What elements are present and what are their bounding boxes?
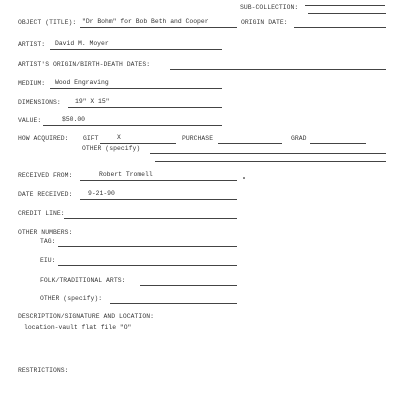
tag-line: [58, 246, 237, 247]
other-specify-line-1: [150, 153, 386, 154]
value-line: [43, 125, 222, 126]
object-title-label: OBJECT (TITLE):: [18, 19, 77, 26]
gift-line: [100, 143, 176, 144]
medium-line: [50, 88, 222, 89]
received-from-line: [80, 180, 237, 181]
restrictions-label: RESTRICTIONS:: [18, 367, 69, 374]
object-title-value: "Dr Bohm" for Bob Beth and Cooper: [82, 18, 209, 25]
credit-line-label: CREDIT LINE:: [18, 210, 65, 217]
other-specify-line-2: [155, 161, 386, 162]
other-numbers-label: OTHER NUMBERS:: [18, 229, 73, 236]
folk-traditional-line: [140, 285, 237, 286]
purchase-line: [218, 143, 282, 144]
purchase-label: PURCHASE: [182, 135, 214, 142]
artist-line: [50, 49, 222, 50]
gift-label: GIFT: [83, 135, 99, 142]
origin-date-label: ORIGIN DATE:: [241, 19, 288, 26]
other-numbers-specify-line: [110, 303, 237, 304]
sub-collection-label: SUB-COLLECTION:: [240, 4, 299, 11]
collection-line: [305, 5, 385, 6]
object-title-line: [80, 27, 237, 28]
artist-dates-label: ARTIST'S ORIGIN/BIRTH-DEATH DATES:: [18, 61, 151, 68]
eiu-line: [58, 265, 237, 266]
how-acquired-label: HOW ACQUIRED:: [18, 135, 69, 142]
received-from-label: RECEIVED FROM:: [18, 172, 73, 179]
description-label: DESCRIPTION/SIGNATURE AND LOCATION:: [18, 313, 154, 320]
dimensions-label: DIMENSIONS:: [18, 99, 61, 106]
artist-label: ARTIST:: [18, 41, 46, 48]
medium-value: Wood Engraving: [55, 79, 109, 86]
sub-collection-line: [308, 13, 386, 14]
origin-date-line: [294, 27, 386, 28]
date-received-value: 9-21-90: [88, 190, 115, 197]
received-from-value: Robert Tromell: [99, 171, 153, 178]
other-numbers-specify-label: OTHER (specify):: [40, 295, 103, 302]
eiu-label: EIU:: [40, 257, 56, 264]
medium-label: MEDIUM:: [18, 80, 46, 87]
scan-speck: [243, 177, 245, 179]
tag-label: TAG:: [40, 238, 56, 245]
artist-value: David M. Moyer: [55, 40, 109, 47]
folk-traditional-label: FOLK/TRADITIONAL ARTS:: [40, 277, 126, 284]
grad-label: GRAD: [291, 135, 307, 142]
artist-dates-line: [170, 69, 386, 70]
other-specify-label: OTHER (specify): [82, 145, 141, 152]
value-label: VALUE:: [18, 117, 42, 124]
date-received-line: [80, 199, 237, 200]
dimensions-line: [68, 107, 222, 108]
grad-line: [310, 143, 366, 144]
date-received-label: DATE RECEIVED:: [18, 191, 73, 198]
gift-value: X: [117, 134, 121, 141]
credit-line-line: [64, 218, 237, 219]
dimensions-value: 19" X 15": [75, 98, 110, 105]
value-value: $50.00: [62, 116, 86, 123]
description-value: location-vault flat file "O": [24, 324, 132, 331]
